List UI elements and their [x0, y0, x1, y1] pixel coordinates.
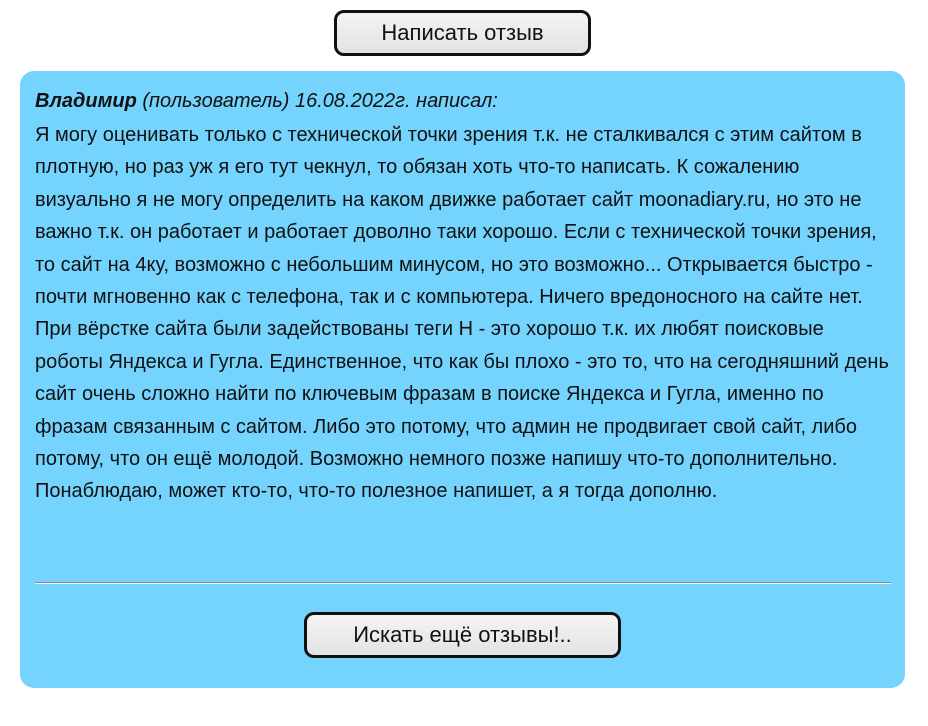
review-text: Я могу оценивать только с технической точки зрения т.к. не сталкивался с этим сайтом в плотную, но раз уж я его тут чекнул, то обязан хоть что-то написать. К сожалению визуально я не могу определить на каком движке работает сайт moonadiary.ru, но это не важно т.к. он работает и работает доволно таки хорошо. Если с технической точки зрения, то сайт на 4ку, возможно с небольшим минусом, но это возможно... Открывается быстро - почти мгновенно как с телефона, так и с компьютера. Ничего вредоносного на сайте нет. При вёрстке сайта были задействованы теги Н - это хорошо т.к. их любят поисковые роботы Яндекса и Гугла. Единственное, что как бы плохо - это то, что на сегодняшний день сайт очень сложно найти по ключевым фразам в поиске Яндекса и Гугла, именно по фразам связанным с сайтом. Либо это потому, что админ не продвигает свой сайт, либо потому, что он ещё молодой. Возможно немного позже напишу что-то дополнительно. Понаблюдаю, может кто-то, что-то полезное напишет, а я тогда дополню.	[35, 124, 889, 503]
write-review-button[interactable]: Написать отзыв	[334, 10, 591, 56]
review-card	[20, 71, 905, 688]
review-header	[35, 90, 498, 113]
review-meta: (пользователь) 16.08.2022г. написал:	[136, 90, 498, 112]
review-author: Владимир	[35, 90, 137, 112]
review-divider	[35, 582, 891, 584]
more-reviews-button[interactable]: Искать ещё отзывы!..	[304, 612, 621, 658]
